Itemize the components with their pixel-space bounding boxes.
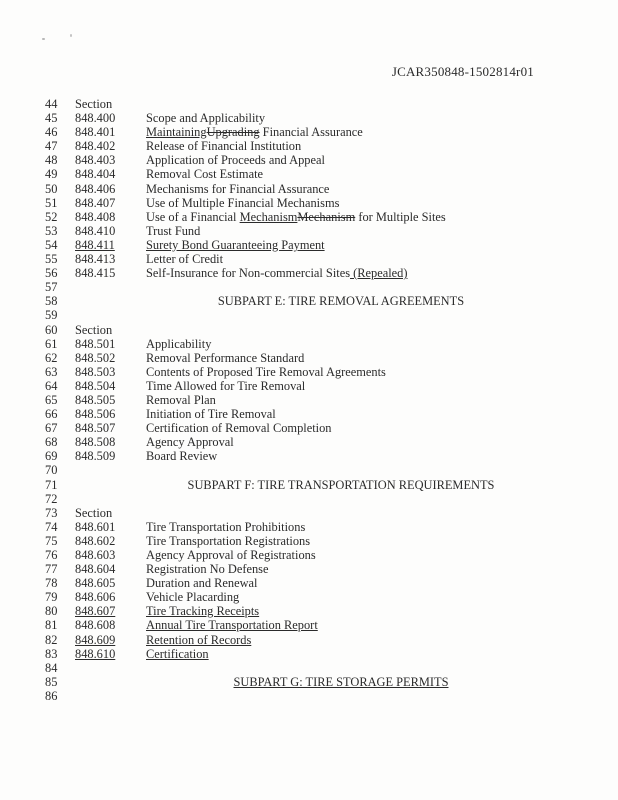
section-number: 848.413: [75, 252, 116, 267]
document-line: [45, 224, 565, 238]
deleted-text: Mechanism: [297, 209, 356, 224]
section-number: 848.406: [75, 181, 116, 196]
document-line: [45, 337, 565, 351]
document-line: [45, 323, 565, 337]
section-title: [146, 182, 329, 196]
section-title: [146, 210, 446, 224]
line-number: 86: [45, 688, 58, 703]
section-number: 848.402: [75, 139, 116, 154]
line-number: 81: [45, 618, 58, 633]
line-number: 57: [45, 280, 58, 295]
section-number: 848.506: [75, 407, 116, 422]
line-number: 60: [45, 322, 58, 337]
subpart-heading: SUBPART E: TIRE REMOVAL AGREEMENTS: [217, 294, 465, 309]
title-text: for Multiple Sites: [355, 209, 446, 224]
title-text: Applicability: [146, 336, 212, 351]
title-text: Release of Financial Institution: [146, 139, 302, 154]
title-text: Board Review: [146, 449, 218, 464]
section-number: 848.507: [75, 421, 116, 436]
document-line: [45, 125, 565, 139]
title-text: Time Allowed for Tire Removal: [146, 378, 306, 393]
section-number: 848.608: [75, 618, 116, 633]
section-number: 848.602: [75, 533, 116, 548]
line-number: 76: [45, 548, 58, 562]
document-line: [45, 548, 565, 562]
section-number: Section: [75, 97, 113, 111]
deleted-text: Upgrading: [206, 125, 260, 140]
section-number: 848.607: [75, 604, 116, 619]
section-title: [146, 224, 200, 238]
line-number: 66: [45, 407, 58, 422]
section-number: 848.401: [75, 125, 116, 140]
title-text: Removal Plan: [146, 392, 216, 407]
section-title: [146, 111, 265, 125]
scan-artifact: [42, 38, 45, 40]
title-text: Self-Insurance for Non-commercial Sites: [146, 266, 351, 281]
section-number: 848.411: [75, 237, 115, 252]
document-line: [45, 661, 565, 675]
title-text: Scope and Applicability: [146, 111, 266, 126]
section-number: 848.400: [75, 111, 116, 126]
title-text: Duration and Renewal: [146, 576, 258, 591]
section-title: [146, 252, 223, 266]
line-number: 67: [45, 421, 58, 436]
line-number: 51: [45, 195, 58, 210]
section-title: [146, 139, 301, 153]
document-line: [45, 238, 565, 252]
line-number: 64: [45, 378, 58, 393]
section-title: [146, 196, 339, 210]
title-text: Certification of Removal Completion: [146, 421, 332, 436]
title-text: Agency Approval: [146, 435, 234, 450]
line-number: 71: [45, 477, 58, 492]
section-title: [146, 167, 263, 181]
line-number: 85: [45, 674, 58, 689]
document-line: [45, 421, 565, 435]
section-title: [146, 337, 211, 351]
section-title: [146, 548, 316, 562]
title-text: Initiation of Tire Removal: [146, 407, 276, 422]
line-number: 78: [45, 576, 58, 591]
section-title: [146, 125, 363, 139]
section-number: 848.610: [75, 646, 116, 661]
section-number: 848.502: [75, 350, 116, 365]
title-text: Use of a Financial: [146, 209, 240, 224]
section-number: 848.410: [75, 223, 116, 238]
document-line: [45, 633, 565, 647]
line-number: 73: [45, 505, 58, 520]
document-line: [45, 97, 565, 111]
section-title: [146, 449, 217, 463]
title-text: Removal Performance Standard: [146, 350, 305, 365]
section-title: [146, 590, 239, 604]
document-line: [45, 210, 565, 224]
section-title: [146, 379, 305, 393]
document-line: [45, 266, 565, 280]
inserted-text: Mechanism: [239, 209, 298, 224]
line-number: 77: [45, 562, 58, 577]
inserted-text: Maintaining: [146, 125, 207, 140]
section-title: [146, 421, 331, 435]
title-text: Trust Fund: [146, 223, 201, 238]
line-number: 82: [45, 632, 58, 647]
document-line: [45, 675, 565, 689]
section-number: 848.505: [75, 392, 116, 407]
line-number: 65: [45, 392, 58, 407]
title-text: Application of Proceeds and Appeal: [146, 153, 325, 168]
inserted-text: Annual Tire Transportation Report: [146, 618, 318, 633]
section-title: [146, 393, 216, 407]
line-number: 54: [45, 237, 58, 252]
line-number: 68: [45, 435, 58, 450]
document-line: [45, 379, 565, 393]
section-title: [146, 633, 251, 647]
section-title: [146, 604, 259, 618]
section-number: 848.601: [75, 519, 116, 534]
title-text: Agency Approval of Registrations: [146, 548, 316, 562]
document-line: [45, 534, 565, 548]
section-number: 848.503: [75, 364, 116, 379]
document-line: [45, 647, 565, 661]
line-number: 61: [45, 336, 58, 351]
numbered-lines: [45, 97, 565, 703]
title-text: Tire Transportation Registrations: [146, 533, 311, 548]
line-number: 53: [45, 223, 58, 238]
document-line: [45, 506, 565, 520]
document-line: [45, 365, 565, 379]
line-number: 52: [45, 209, 58, 224]
document-line: [45, 618, 565, 632]
title-text: Contents of Proposed Tire Removal Agreements: [146, 364, 386, 379]
section-number: 848.609: [75, 632, 116, 647]
line-number: 46: [45, 125, 58, 140]
document-line: [45, 562, 565, 576]
document-line: [45, 294, 565, 308]
scan-artifact: [70, 34, 72, 37]
line-number: 44: [45, 97, 58, 111]
section-title: [146, 407, 276, 421]
line-number: 47: [45, 139, 58, 154]
section-title: [146, 351, 304, 365]
section-title: [146, 647, 209, 661]
title-text: Registration No Defense: [146, 562, 269, 577]
section-number: 848.415: [75, 266, 116, 281]
section-number: 848.404: [75, 167, 116, 182]
document-line: [45, 590, 565, 604]
document-line: [45, 153, 565, 167]
line-number: 72: [45, 491, 58, 506]
line-number: 84: [45, 660, 58, 675]
line-number: 74: [45, 519, 58, 534]
section-title: [146, 238, 325, 252]
line-number: 55: [45, 252, 58, 267]
document-line: [45, 196, 565, 210]
title-text: Vehicle Placarding: [146, 590, 240, 605]
section-number: 848.501: [75, 336, 116, 351]
document-id: JCAR350848-1502814r01: [391, 64, 534, 79]
line-number: 45: [45, 111, 58, 126]
title-text: Financial Assurance: [259, 125, 363, 140]
section-number: 848.504: [75, 378, 116, 393]
document-line: [45, 308, 565, 322]
document-line: [45, 576, 565, 590]
inserted-text: Certification: [146, 646, 209, 661]
document-line: [45, 111, 565, 125]
document-line: [45, 478, 565, 492]
section-number: Section: [75, 322, 113, 337]
section-title: [146, 365, 386, 379]
section-title: [146, 576, 257, 590]
section-number: 848.407: [75, 195, 116, 210]
document-line: [45, 435, 565, 449]
subpart-heading: SUBPART F: TIRE TRANSPORTATION REQUIREMENTS: [187, 477, 495, 492]
line-number: 58: [45, 294, 58, 309]
document-line: [45, 167, 565, 181]
section-number: 848.408: [75, 209, 116, 224]
title-text: Use of Multiple Financial Mechanisms: [146, 195, 340, 210]
section-number: 848.604: [75, 562, 116, 577]
section-number: 848.603: [75, 548, 116, 562]
line-number: 75: [45, 533, 58, 548]
document-line: [45, 407, 565, 421]
title-text: Letter of Credit: [146, 252, 224, 267]
inserted-text: Retention of Records: [146, 632, 252, 647]
section-title: [146, 520, 305, 534]
inserted-text: (Repealed): [350, 266, 408, 281]
line-number: 50: [45, 181, 58, 196]
section-title: [146, 618, 318, 632]
title-text: Removal Cost Estimate: [146, 167, 264, 182]
line-number: 63: [45, 364, 58, 379]
document-line: [45, 604, 565, 618]
section-title: [146, 153, 325, 167]
line-number: 62: [45, 350, 58, 365]
section-number: 848.403: [75, 153, 116, 168]
document-line: [45, 351, 565, 365]
document-line: [45, 520, 565, 534]
section-title: [146, 562, 269, 576]
subpart-heading: SUBPART G: TIRE STORAGE PERMITS: [233, 674, 449, 689]
title-text: Mechanisms for Financial Assurance: [146, 181, 330, 196]
title-text: Tire Transportation Prohibitions: [146, 519, 306, 534]
document-line: [45, 182, 565, 196]
section-number: 848.508: [75, 435, 116, 450]
line-number: 80: [45, 604, 58, 619]
document-line: [45, 463, 565, 477]
line-number: 79: [45, 590, 58, 605]
document-line: [45, 492, 565, 506]
document-line: [45, 689, 565, 703]
line-number: 69: [45, 449, 58, 464]
section-number: 848.606: [75, 590, 116, 605]
document-line: [45, 393, 565, 407]
line-number: 70: [45, 463, 58, 478]
section-number: 848.509: [75, 449, 116, 464]
document-line: [45, 449, 565, 463]
section-title: [146, 534, 310, 548]
line-number: 83: [45, 646, 58, 661]
section-title: [146, 435, 234, 449]
section-title: [146, 266, 407, 280]
section-number: 848.605: [75, 576, 116, 591]
line-number: 48: [45, 153, 58, 168]
document-line: [45, 139, 565, 153]
line-number: 56: [45, 266, 58, 281]
document-line: [45, 252, 565, 266]
line-number: 59: [45, 308, 58, 323]
line-number: 49: [45, 167, 58, 182]
document-line: [45, 280, 565, 294]
section-number: Section: [75, 505, 113, 520]
inserted-text: Surety Bond Guaranteeing Payment: [146, 237, 325, 252]
inserted-text: Tire Tracking Receipts: [146, 604, 260, 619]
